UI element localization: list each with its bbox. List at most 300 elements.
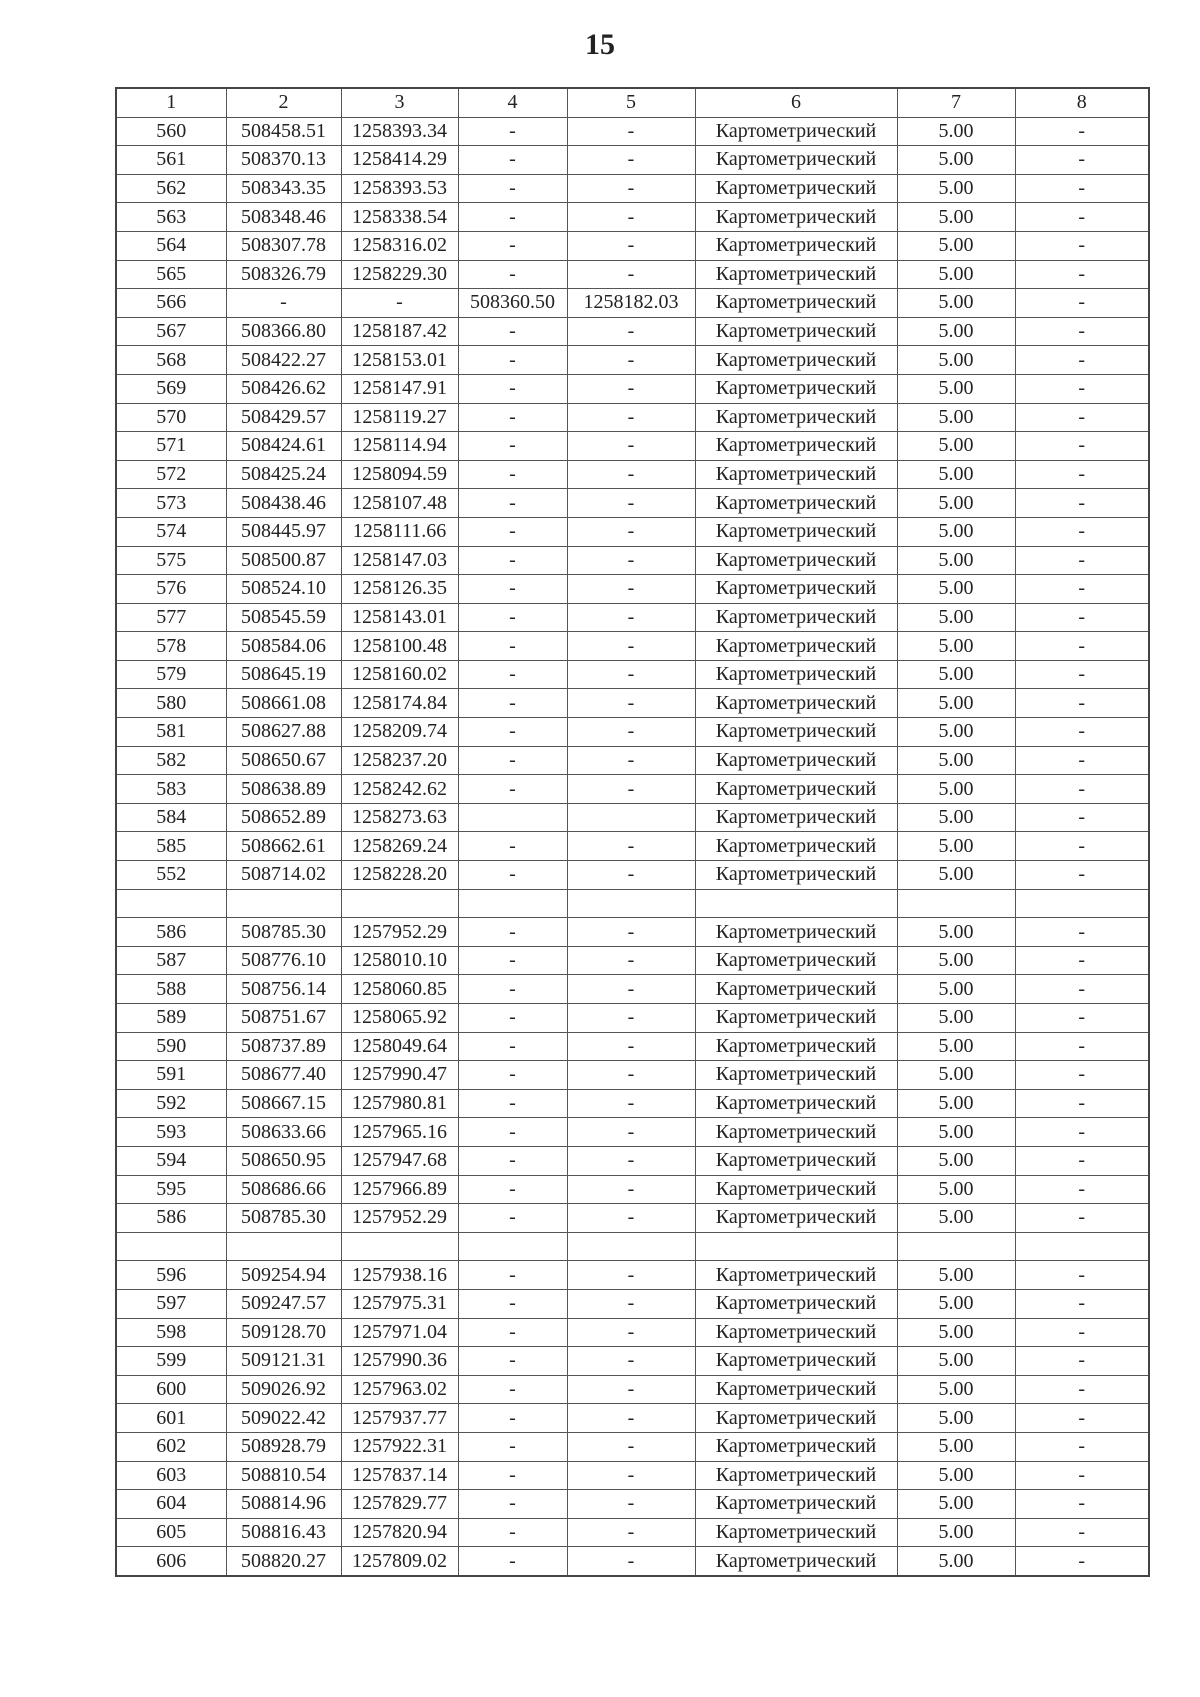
table-row (116, 575, 1149, 604)
method-cell: Картометрический (695, 1175, 897, 1204)
table-row (116, 1261, 1149, 1290)
description-cell: - (1015, 289, 1149, 318)
y-new-cell: - (567, 832, 695, 861)
y-new-cell: - (567, 1004, 695, 1033)
accuracy-cell: 5.00 (897, 374, 1015, 403)
description-cell: - (1015, 1118, 1149, 1147)
y-coordinate-cell: 1258237.20 (341, 746, 458, 775)
accuracy-cell: 5.00 (897, 432, 1015, 461)
method-cell: Картометрический (695, 1004, 897, 1033)
column-header-8: 8 (1015, 88, 1149, 117)
y-new-cell (567, 803, 695, 832)
method-cell: Картометрический (695, 632, 897, 661)
table-row (116, 489, 1149, 518)
accuracy-cell: 5.00 (897, 918, 1015, 947)
x-new-cell: - (458, 117, 567, 146)
table-row (116, 1061, 1149, 1090)
y-new-cell: - (567, 660, 695, 689)
point-number-cell: 586 (116, 918, 226, 947)
x-new-cell: - (458, 775, 567, 804)
method-cell: Картометрический (695, 1490, 897, 1519)
y-coordinate-cell: 1257937.77 (341, 1404, 458, 1433)
point-number-cell: 590 (116, 1032, 226, 1061)
table-row (116, 1375, 1149, 1404)
method-cell: Картометрический (695, 317, 897, 346)
accuracy-cell: 5.00 (897, 1432, 1015, 1461)
table-row (116, 346, 1149, 375)
method-cell: Картометрический (695, 746, 897, 775)
y-coordinate-cell: 1258209.74 (341, 718, 458, 747)
table-row (116, 1404, 1149, 1433)
x-coordinate-cell: 509254.94 (226, 1261, 341, 1290)
accuracy-cell: 5.00 (897, 1118, 1015, 1147)
x-coordinate-cell (226, 1232, 341, 1261)
y-new-cell (567, 1232, 695, 1261)
y-coordinate-cell: 1258153.01 (341, 346, 458, 375)
x-coordinate-cell: 508584.06 (226, 632, 341, 661)
point-number-cell: 599 (116, 1347, 226, 1376)
x-new-cell: - (458, 203, 567, 232)
description-cell: - (1015, 1061, 1149, 1090)
method-cell: Картометрический (695, 918, 897, 947)
y-coordinate-cell: 1258100.48 (341, 632, 458, 661)
table-row (116, 289, 1149, 318)
x-coordinate-cell: 508662.61 (226, 832, 341, 861)
description-cell: - (1015, 1490, 1149, 1519)
x-coordinate-cell: 508756.14 (226, 975, 341, 1004)
method-cell: Картометрический (695, 260, 897, 289)
description-cell: - (1015, 432, 1149, 461)
accuracy-cell: 5.00 (897, 203, 1015, 232)
x-coordinate-cell: 508524.10 (226, 575, 341, 604)
point-number-cell: 593 (116, 1118, 226, 1147)
x-new-cell (458, 1232, 567, 1261)
y-new-cell: - (567, 861, 695, 890)
column-header-7: 7 (897, 88, 1015, 117)
method-cell: Картометрический (695, 289, 897, 318)
y-new-cell: - (567, 203, 695, 232)
x-new-cell: - (458, 460, 567, 489)
accuracy-cell: 5.00 (897, 1289, 1015, 1318)
x-coordinate-cell: 508751.67 (226, 1004, 341, 1033)
y-coordinate-cell: 1258143.01 (341, 603, 458, 632)
accuracy-cell: 5.00 (897, 803, 1015, 832)
y-new-cell: - (567, 174, 695, 203)
y-coordinate-cell: 1257952.29 (341, 1204, 458, 1233)
description-cell: - (1015, 1261, 1149, 1290)
table-row (116, 231, 1149, 260)
x-coordinate-cell: 508326.79 (226, 260, 341, 289)
y-coordinate-cell: 1257938.16 (341, 1261, 458, 1290)
point-number-cell: 605 (116, 1518, 226, 1547)
point-number-cell: 602 (116, 1432, 226, 1461)
y-coordinate-cell: 1258174.84 (341, 689, 458, 718)
y-coordinate-cell: 1258049.64 (341, 1032, 458, 1061)
accuracy-cell (897, 889, 1015, 918)
x-new-cell: - (458, 975, 567, 1004)
y-new-cell: - (567, 460, 695, 489)
y-new-cell: - (567, 718, 695, 747)
accuracy-cell: 5.00 (897, 975, 1015, 1004)
x-new-cell (458, 889, 567, 918)
description-cell: - (1015, 174, 1149, 203)
table-row (116, 746, 1149, 775)
x-coordinate-cell: 508438.46 (226, 489, 341, 518)
method-cell: Картометрический (695, 1318, 897, 1347)
description-cell: - (1015, 1289, 1149, 1318)
x-new-cell: - (458, 1004, 567, 1033)
column-header-1: 1 (116, 88, 226, 117)
method-cell: Картометрический (695, 346, 897, 375)
description-cell: - (1015, 861, 1149, 890)
table-row (116, 946, 1149, 975)
method-cell: Картометрический (695, 1204, 897, 1233)
accuracy-cell: 5.00 (897, 603, 1015, 632)
point-number-cell: 580 (116, 689, 226, 718)
method-cell: Картометрический (695, 231, 897, 260)
method-cell: Картометрический (695, 975, 897, 1004)
table-row (116, 546, 1149, 575)
method-cell: Картометрический (695, 1146, 897, 1175)
x-new-cell: - (458, 374, 567, 403)
y-new-cell: - (567, 689, 695, 718)
x-coordinate-cell (226, 889, 341, 918)
x-new-cell: - (458, 432, 567, 461)
y-coordinate-cell: 1257966.89 (341, 1175, 458, 1204)
x-new-cell: - (458, 1518, 567, 1547)
description-cell: - (1015, 1518, 1149, 1547)
x-new-cell: - (458, 718, 567, 747)
table-row (116, 460, 1149, 489)
y-coordinate-cell: 1257980.81 (341, 1089, 458, 1118)
x-new-cell: - (458, 946, 567, 975)
method-cell: Картометрический (695, 117, 897, 146)
accuracy-cell: 5.00 (897, 403, 1015, 432)
description-cell: - (1015, 832, 1149, 861)
x-coordinate-cell: 508307.78 (226, 231, 341, 260)
y-new-cell: - (567, 374, 695, 403)
point-number-cell: 578 (116, 632, 226, 661)
y-new-cell: - (567, 975, 695, 1004)
table-header-row (116, 88, 1149, 117)
point-number-cell: 581 (116, 718, 226, 747)
point-number-cell (116, 889, 226, 918)
y-new-cell: - (567, 1518, 695, 1547)
y-coordinate-cell: 1258114.94 (341, 432, 458, 461)
y-new-cell: - (567, 918, 695, 947)
table-row (116, 632, 1149, 661)
x-new-cell: - (458, 603, 567, 632)
method-cell: Картометрический (695, 203, 897, 232)
point-number-cell: 603 (116, 1461, 226, 1490)
y-new-cell: - (567, 1318, 695, 1347)
y-coordinate-cell: 1258107.48 (341, 489, 458, 518)
y-coordinate-cell: 1258316.02 (341, 231, 458, 260)
y-coordinate-cell: 1258228.20 (341, 861, 458, 890)
method-cell: Картометрический (695, 403, 897, 432)
x-coordinate-cell: 508426.62 (226, 374, 341, 403)
accuracy-cell: 5.00 (897, 575, 1015, 604)
accuracy-cell: 5.00 (897, 718, 1015, 747)
x-new-cell: - (458, 1289, 567, 1318)
table-row (116, 803, 1149, 832)
y-new-cell: - (567, 346, 695, 375)
x-new-cell: - (458, 1175, 567, 1204)
x-coordinate-cell: 508458.51 (226, 117, 341, 146)
x-new-cell: - (458, 346, 567, 375)
y-coordinate-cell: 1258094.59 (341, 460, 458, 489)
x-coordinate-cell: 508645.19 (226, 660, 341, 689)
table-row (116, 861, 1149, 890)
method-cell: Картометрический (695, 832, 897, 861)
y-new-cell: - (567, 1289, 695, 1318)
x-new-cell: - (458, 1432, 567, 1461)
y-new-cell: - (567, 517, 695, 546)
y-new-cell: - (567, 603, 695, 632)
accuracy-cell: 5.00 (897, 1146, 1015, 1175)
method-cell: Картометрический (695, 1518, 897, 1547)
y-coordinate-cell: 1258147.03 (341, 546, 458, 575)
x-new-cell: - (458, 632, 567, 661)
y-new-cell: - (567, 403, 695, 432)
description-cell: - (1015, 1089, 1149, 1118)
x-coordinate-cell: 508928.79 (226, 1432, 341, 1461)
table-row (116, 775, 1149, 804)
description-cell: - (1015, 346, 1149, 375)
description-cell: - (1015, 1032, 1149, 1061)
y-coordinate-cell: 1257952.29 (341, 918, 458, 947)
y-coordinate-cell: 1257837.14 (341, 1461, 458, 1490)
method-cell (695, 889, 897, 918)
method-cell: Картометрический (695, 1061, 897, 1090)
x-coordinate-cell: 508814.96 (226, 1490, 341, 1519)
y-coordinate-cell: 1258111.66 (341, 517, 458, 546)
y-new-cell: - (567, 1347, 695, 1376)
x-coordinate-cell: 508627.88 (226, 718, 341, 747)
y-coordinate-cell: 1258393.34 (341, 117, 458, 146)
accuracy-cell: 5.00 (897, 1404, 1015, 1433)
method-cell: Картометрический (695, 1118, 897, 1147)
y-new-cell: - (567, 1461, 695, 1490)
description-cell: - (1015, 1404, 1149, 1433)
description-cell: - (1015, 317, 1149, 346)
table-row (116, 374, 1149, 403)
y-coordinate-cell: 1258187.42 (341, 317, 458, 346)
table-row (116, 1146, 1149, 1175)
point-number-cell: 574 (116, 517, 226, 546)
description-cell: - (1015, 546, 1149, 575)
x-coordinate-cell: 508445.97 (226, 517, 341, 546)
table-row (116, 832, 1149, 861)
y-coordinate-cell: 1257990.36 (341, 1347, 458, 1376)
column-header-5: 5 (567, 88, 695, 117)
method-cell: Картометрический (695, 1375, 897, 1404)
column-header-6: 6 (695, 88, 897, 117)
y-coordinate-cell: 1258229.30 (341, 260, 458, 289)
y-new-cell: - (567, 1375, 695, 1404)
accuracy-cell (897, 1232, 1015, 1261)
x-coordinate-cell: 508343.35 (226, 174, 341, 203)
x-new-cell: - (458, 1061, 567, 1090)
point-number-cell: 589 (116, 1004, 226, 1033)
description-cell: - (1015, 517, 1149, 546)
table-row (116, 1289, 1149, 1318)
method-cell: Картометрический (695, 517, 897, 546)
point-number-cell: 566 (116, 289, 226, 318)
y-coordinate-cell (341, 1232, 458, 1261)
x-new-cell: - (458, 146, 567, 175)
point-number-cell: 552 (116, 861, 226, 890)
point-number-cell: 561 (116, 146, 226, 175)
x-new-cell: - (458, 1547, 567, 1576)
description-cell: - (1015, 975, 1149, 1004)
y-coordinate-cell: - (341, 289, 458, 318)
point-number-cell: 584 (116, 803, 226, 832)
accuracy-cell: 5.00 (897, 1318, 1015, 1347)
y-coordinate-cell: 1258273.63 (341, 803, 458, 832)
description-cell: - (1015, 1347, 1149, 1376)
accuracy-cell: 5.00 (897, 346, 1015, 375)
x-new-cell: - (458, 832, 567, 861)
description-cell: - (1015, 603, 1149, 632)
column-header-2: 2 (226, 88, 341, 117)
description-cell: - (1015, 231, 1149, 260)
y-coordinate-cell: 1257809.02 (341, 1547, 458, 1576)
point-number-cell: 583 (116, 775, 226, 804)
y-coordinate-cell (341, 889, 458, 918)
x-new-cell: - (458, 489, 567, 518)
table-row (116, 918, 1149, 947)
method-cell: Картометрический (695, 1261, 897, 1290)
description-cell: - (1015, 918, 1149, 947)
x-coordinate-cell: 509128.70 (226, 1318, 341, 1347)
description-cell: - (1015, 146, 1149, 175)
accuracy-cell: 5.00 (897, 1347, 1015, 1376)
table-row (116, 1432, 1149, 1461)
x-new-cell: 508360.50 (458, 289, 567, 318)
x-new-cell: - (458, 861, 567, 890)
method-cell: Картометрический (695, 1032, 897, 1061)
x-new-cell: - (458, 746, 567, 775)
description-cell: - (1015, 1375, 1149, 1404)
accuracy-cell: 5.00 (897, 746, 1015, 775)
point-number-cell: 595 (116, 1175, 226, 1204)
table-row (116, 1232, 1149, 1261)
x-coordinate-cell: 508820.27 (226, 1547, 341, 1576)
y-new-cell: - (567, 1061, 695, 1090)
x-coordinate-cell: 509022.42 (226, 1404, 341, 1433)
description-cell: - (1015, 1004, 1149, 1033)
point-number-cell: 563 (116, 203, 226, 232)
x-new-cell: - (458, 689, 567, 718)
x-new-cell: - (458, 231, 567, 260)
method-cell: Картометрический (695, 689, 897, 718)
x-coordinate-cell: 508776.10 (226, 946, 341, 975)
description-cell: - (1015, 1146, 1149, 1175)
x-new-cell: - (458, 1118, 567, 1147)
point-number-cell: 564 (116, 231, 226, 260)
y-new-cell: - (567, 432, 695, 461)
x-new-cell: - (458, 918, 567, 947)
y-new-cell: - (567, 546, 695, 575)
y-coordinate-cell: 1257975.31 (341, 1289, 458, 1318)
description-cell: - (1015, 1547, 1149, 1576)
y-coordinate-cell: 1257947.68 (341, 1146, 458, 1175)
y-coordinate-cell: 1258338.54 (341, 203, 458, 232)
method-cell: Картометрический (695, 374, 897, 403)
point-number-cell: 575 (116, 546, 226, 575)
description-cell: - (1015, 117, 1149, 146)
y-new-cell: - (567, 117, 695, 146)
y-coordinate-cell: 1258414.29 (341, 146, 458, 175)
y-new-cell: - (567, 1404, 695, 1433)
accuracy-cell: 5.00 (897, 1375, 1015, 1404)
table-row (116, 1118, 1149, 1147)
x-coordinate-cell: 508737.89 (226, 1032, 341, 1061)
accuracy-cell: 5.00 (897, 1547, 1015, 1576)
table-row (116, 1490, 1149, 1519)
accuracy-cell: 5.00 (897, 832, 1015, 861)
table-row (116, 1347, 1149, 1376)
y-new-cell: - (567, 489, 695, 518)
y-coordinate-cell: 1257820.94 (341, 1518, 458, 1547)
method-cell: Картометрический (695, 1289, 897, 1318)
table-row (116, 174, 1149, 203)
point-number-cell: 600 (116, 1375, 226, 1404)
point-number-cell (116, 1232, 226, 1261)
method-cell: Картометрический (695, 174, 897, 203)
y-new-cell: - (567, 1432, 695, 1461)
method-cell: Картометрический (695, 1404, 897, 1433)
x-coordinate-cell: 508810.54 (226, 1461, 341, 1490)
x-coordinate-cell: 508785.30 (226, 1204, 341, 1233)
y-coordinate-cell: 1257922.31 (341, 1432, 458, 1461)
accuracy-cell: 5.00 (897, 517, 1015, 546)
description-cell: - (1015, 1175, 1149, 1204)
x-new-cell: - (458, 1032, 567, 1061)
table-row (116, 1318, 1149, 1347)
accuracy-cell: 5.00 (897, 1175, 1015, 1204)
method-cell: Картометрический (695, 946, 897, 975)
method-cell: Картометрический (695, 1089, 897, 1118)
point-number-cell: 598 (116, 1318, 226, 1347)
x-coordinate-cell: 508545.59 (226, 603, 341, 632)
point-number-cell: 579 (116, 660, 226, 689)
x-new-cell: - (458, 174, 567, 203)
point-number-cell: 573 (116, 489, 226, 518)
y-coordinate-cell: 1257965.16 (341, 1118, 458, 1147)
method-cell: Картометрический (695, 660, 897, 689)
description-cell: - (1015, 946, 1149, 975)
table-body (116, 117, 1149, 1576)
table-row (116, 1032, 1149, 1061)
accuracy-cell: 5.00 (897, 689, 1015, 718)
description-cell: - (1015, 1432, 1149, 1461)
table-row (116, 1089, 1149, 1118)
accuracy-cell: 5.00 (897, 1061, 1015, 1090)
y-coordinate-cell: 1258065.92 (341, 1004, 458, 1033)
accuracy-cell: 5.00 (897, 861, 1015, 890)
x-new-cell: - (458, 1146, 567, 1175)
description-cell: - (1015, 803, 1149, 832)
y-coordinate-cell: 1258242.62 (341, 775, 458, 804)
y-coordinate-cell: 1258147.91 (341, 374, 458, 403)
coordinates-table (115, 87, 1150, 1577)
point-number-cell: 606 (116, 1547, 226, 1576)
y-new-cell (567, 889, 695, 918)
accuracy-cell: 5.00 (897, 289, 1015, 318)
x-coordinate-cell: 508424.61 (226, 432, 341, 461)
